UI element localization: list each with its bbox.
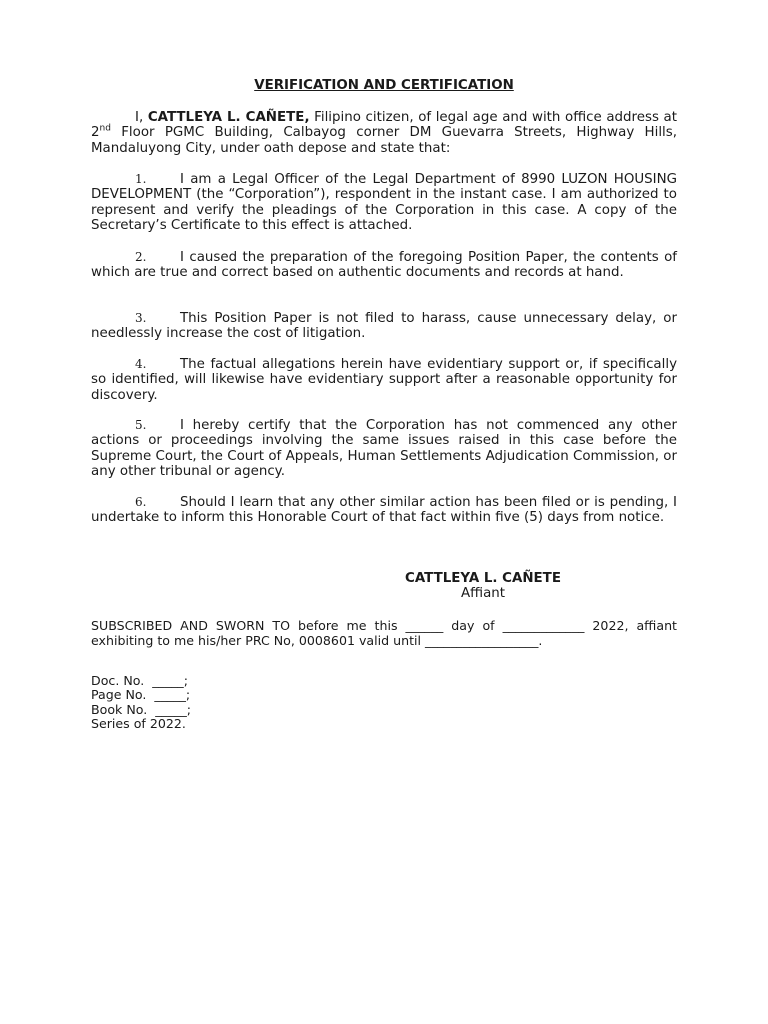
paragraph-number: 4. xyxy=(135,357,147,371)
jurat-paragraph: SUBSCRIBED AND SWORN TO before me this ______ day of _____________ 2022, affiant exhibiting to me his/her PRC No, 0008601 valid until __________________. xyxy=(91,618,677,648)
paragraph-number: 2. xyxy=(135,250,147,264)
affiant-role: Affiant xyxy=(460,586,506,602)
affiant-name-intro: CATTLEYA L. CAÑETE, xyxy=(147,110,310,125)
intro-text-1: Filipino citizen, of legal age and with office address at 2 xyxy=(91,110,678,141)
numbered-paragraph-6 xyxy=(91,495,677,526)
affiant-name: CATTLEYA L. CAÑETE xyxy=(405,571,561,586)
paragraph-text: I caused the preparation of the foregoing Position Paper, the contents of which are true and correct based on authentic documents and records at hand. xyxy=(91,250,677,281)
book-number: Book No. _____; xyxy=(91,701,191,717)
numbered-paragraph-5 xyxy=(91,418,677,479)
signature-block xyxy=(330,571,636,602)
intro-paragraph xyxy=(91,110,677,156)
paragraph-text: Should I learn that any other similar action has been filed or is pending, I undertake to inform this Honorable Court of that fact within five (5) days from notice. xyxy=(91,495,677,526)
numbered-paragraph-1 xyxy=(91,172,677,233)
document-title xyxy=(0,78,768,93)
paragraph-text: I am a Legal Officer of the Legal Department of 8990 LUZON HOUSING DEVELOPMENT (the “Corporation”), respondent in the instant case. I am authorized to represent and verify the pleadings of the Corporation in this case. A copy of the Secretary’s Certificate to this effect is attached. xyxy=(91,172,677,233)
intro-prefix: I, xyxy=(135,110,148,125)
numbered-paragraph-4 xyxy=(91,357,677,403)
series-year: Series of 2022. xyxy=(91,715,186,731)
paragraph-number: 6. xyxy=(135,495,147,509)
paragraph-text: The factual allegations herein have evidentiary support or, if specifically so identified, will likewise have evidentiary support after a reasonable opportunity for discovery. xyxy=(91,357,677,403)
paragraph-number: 3. xyxy=(135,311,147,325)
numbered-paragraph-3 xyxy=(91,311,677,342)
paragraph-text: This Position Paper is not filed to harass, cause unnecessary delay, or needlessly increase the cost of litigation. xyxy=(91,311,677,342)
paragraph-text: I hereby certify that the Corporation has not commenced any other actions or proceedings involving the same issues raised in this case before the Supreme Court, the Court of Appeals, Human Settlements Adjudication Commission, or any other tribunal or agency. xyxy=(91,418,677,479)
numbered-paragraph-2 xyxy=(91,250,677,281)
document-title-text: VERIFICATION AND CERTIFICATION xyxy=(254,78,514,93)
intro-superscript: nd xyxy=(99,123,111,134)
doc-number: Doc. No. _____; xyxy=(91,673,188,688)
page-number: Page No. _____; xyxy=(91,687,191,703)
intro-text-2: Floor PGMC Building, Calbayog corner DM Guevarra Streets, Highway Hills, Mandaluyong City, under oath depose and state that: xyxy=(91,125,677,156)
paragraph-number: 1. xyxy=(135,172,147,186)
notarial-register-info xyxy=(91,674,391,731)
paragraph-number: 5. xyxy=(135,418,147,432)
